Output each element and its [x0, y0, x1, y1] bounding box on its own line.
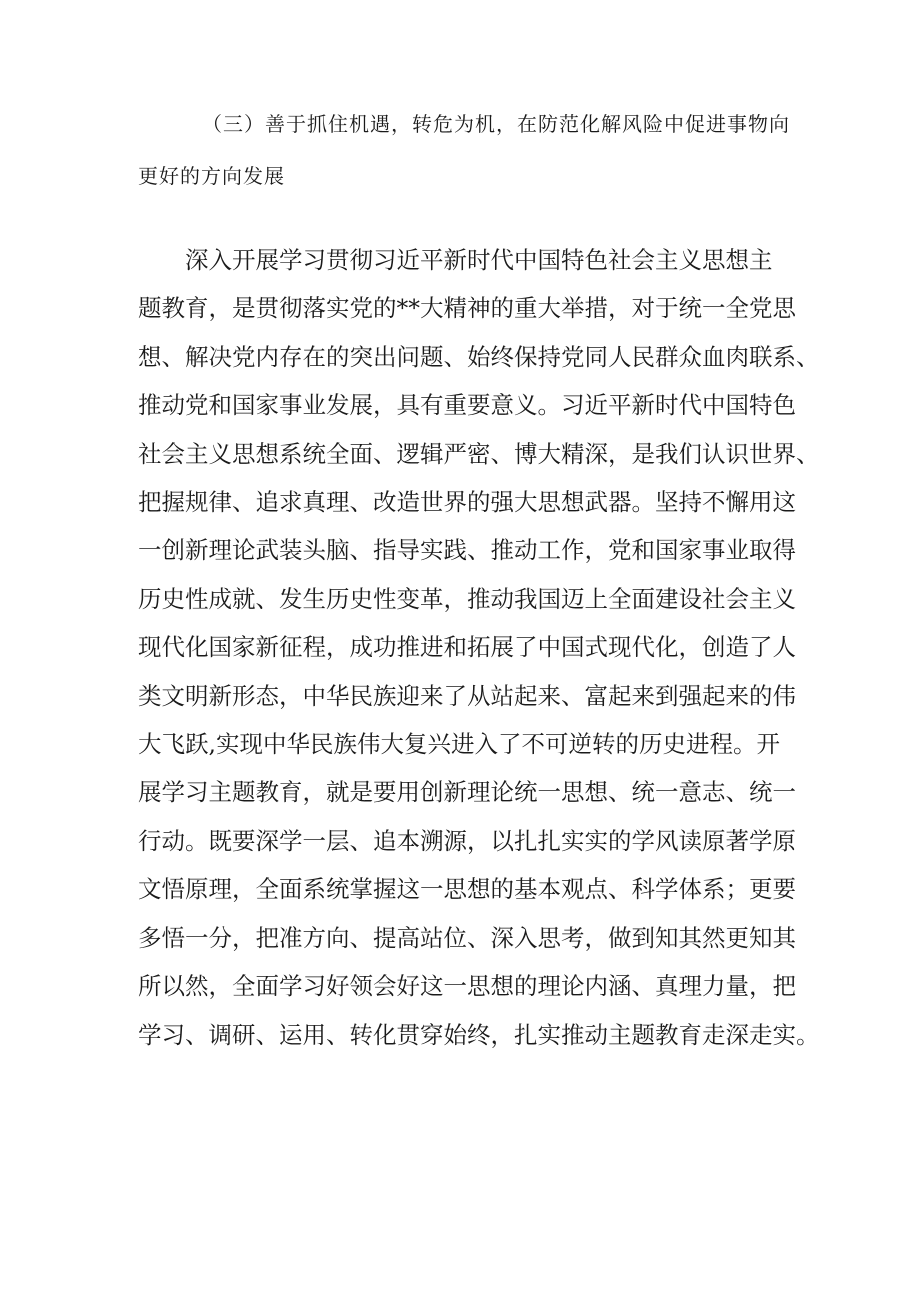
paragraph-line: 多悟一分，把准方向、提高站位、深入思考，做到知其然更知其 [138, 923, 796, 952]
paragraph-line: 把握规律、追求真理、改造世界的强大思想武器。坚持不懈用这 [138, 488, 796, 517]
paragraph-line: 所以然，全面学习好领会好这一思想的理论内涵、真理力量，把 [138, 972, 796, 1001]
paragraph-line: 一创新理论武装头脑、指导实践、推动工作，党和国家事业取得 [138, 536, 796, 565]
paragraph-line: 文悟原理，全面系统掌握这一思想的基本观点、科学体系；更要 [138, 875, 796, 904]
paragraph-line: 深入开展学习贯彻习近平新时代中国特色社会主义思想主 [185, 246, 773, 274]
paragraph-line: 学习、调研、运用、转化贯穿始终，扎实推动主题教育走深走实。 [138, 1020, 820, 1049]
paragraph-line: 行动。既要深学一层、追本溯源，以扎扎实实的学风读原著学原 [138, 826, 796, 855]
section-heading-line: 更好的方向发展 [138, 164, 285, 188]
paragraph-line: 题教育，是贯彻落实党的**大精神的重大举措，对于统一全党思 [138, 294, 796, 323]
paragraph-line: 历史性成就、发生历史性变革，推动我国迈上全面建设社会主义 [138, 584, 796, 613]
paragraph-line: 类文明新形态，中华民族迎来了从站起来、富起来到强起来的伟 [138, 681, 796, 710]
section-heading [138, 98, 790, 202]
paragraph-line: 推动党和国家事业发展，具有重要意义。习近平新时代中国特色 [138, 391, 796, 420]
section-heading-line: （三）善于抓住机遇，转危为机，在防范化解风险中促进事物向 [202, 112, 790, 136]
paragraph-line: 大飞跃,实现中华民族伟大复兴进入了不可逆转的历史进程。开 [138, 730, 780, 759]
paragraph-line: 社会主义思想系统全面、逻辑严密、博大精深，是我们认识世界、 [138, 439, 820, 468]
paragraph-line: 现代化国家新征程，成功推进和拓展了中国式现代化，创造了人 [138, 633, 796, 662]
paragraph-line: 想、解决党内存在的突出问题、始终保持党同人民群众血肉联系、 [138, 342, 820, 371]
body-paragraph [138, 236, 820, 1059]
paragraph-line: 展学习主题教育，就是要用创新理论统一思想、统一意志、统一 [138, 778, 796, 807]
